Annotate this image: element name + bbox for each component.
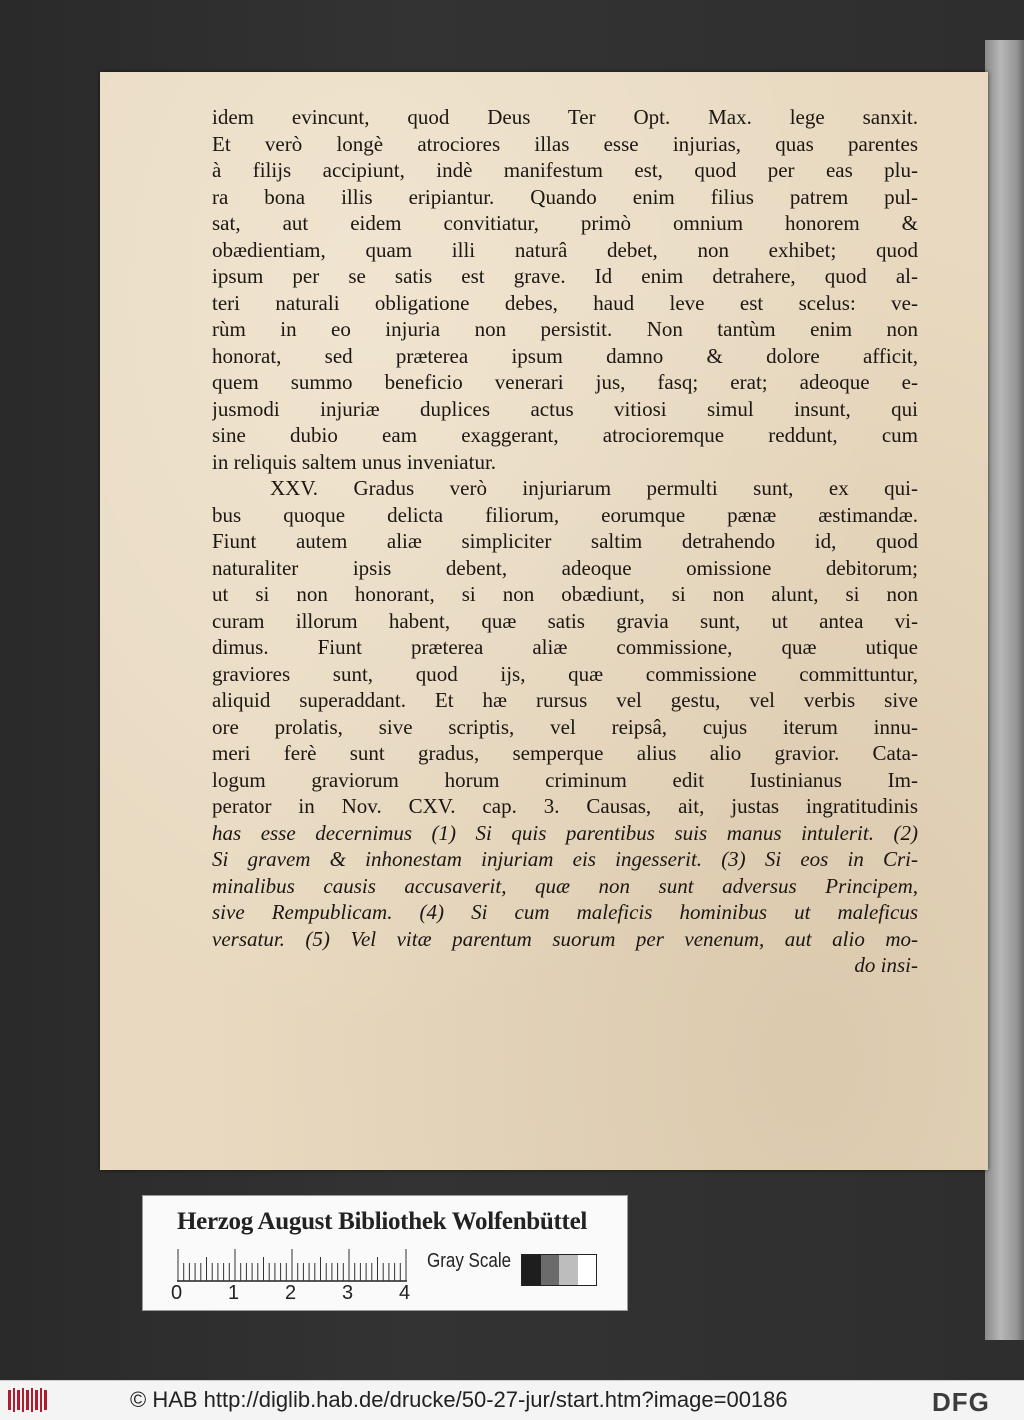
ruler-number: 3 xyxy=(342,1282,354,1304)
text-line: dimus. Fiunt præterea aliæ commissione, quæ utique xyxy=(212,635,918,659)
ruler-number: 2 xyxy=(285,1282,297,1304)
text-line: do insi- xyxy=(854,953,918,977)
library-name: Herzog August Bibliothek Wolfenbüttel xyxy=(177,1208,588,1235)
text-line: ra bona illis eripiantur. Quando enim filius patrem pul- xyxy=(212,184,918,209)
dfg-logo: DFG xyxy=(932,1387,990,1417)
text-line: jusmodi injuriæ duplices actus vitiosi simul insunt, qui xyxy=(212,396,918,421)
ruler-number: 0 xyxy=(171,1282,183,1304)
text-line: ut si non honorant, si non obædiunt, si non alunt, si non xyxy=(212,582,918,606)
text-line: XXV. Gradus verò injuriarum permulti sunt, ex qui- xyxy=(270,476,918,500)
text-line: versatur. (5) Vel vitæ parentum suorum per venenum, aut alio mo- xyxy=(212,926,918,951)
ruler xyxy=(177,1248,407,1282)
gray-swatch xyxy=(541,1255,560,1285)
text-line: Et verò longè atrociores illas esse injurias, quas parentes xyxy=(212,131,918,156)
text-line: sat, aut eidem convitiatur, primò omnium honorem & xyxy=(212,211,918,235)
gray-swatch xyxy=(578,1255,597,1285)
text-line: quem summo beneficio venerari jus, fasq; erat; adeoque e- xyxy=(212,370,918,394)
text-line: graviores sunt, quod ijs, quæ commissione committuntur, xyxy=(212,661,918,686)
text-line: teri naturali obligatione debes, haud leve est scelus: ve- xyxy=(212,290,918,315)
text-line: Fiunt autem aliæ simpliciter saltim detrahendo id, quod xyxy=(212,529,918,553)
text-line: idem evincunt, quod Deus Ter Opt. Max. lege sanxit. xyxy=(212,105,918,129)
gray-swatch xyxy=(559,1255,578,1285)
text-line: sine dubio eam exaggerant, atrocioremque reddunt, cum xyxy=(212,423,918,447)
text-line: minalibus causis accusaverit, quæ non sunt adversus Principem, xyxy=(212,873,918,898)
text-line: meri ferè sunt gradus, semperque alius alio gravior. Cata- xyxy=(212,741,918,765)
text-line: bus quoque delicta filiorum, eorumque pænæ æstimandæ. xyxy=(212,502,918,527)
text-line: has esse decernimus (1) Si quis parentibus suis manus intulerit. (2) xyxy=(212,820,918,845)
text-line: aliquid superaddant. Et hæ rursus vel gestu, vel verbis sive xyxy=(212,688,918,712)
gray-scale-label: Gray Scale xyxy=(427,1250,512,1272)
text-line: curam illorum habent, quæ satis gravia sunt, ut antea vi- xyxy=(212,608,918,633)
gray-scale-swatches xyxy=(521,1254,597,1286)
text-line: Si gravem & inhonestam injuriam eis ingesserit. (3) Si eos in Cri- xyxy=(212,847,918,871)
text-line: logum graviorum horum criminum edit Iustinianus Im- xyxy=(212,767,918,792)
viewer-footer xyxy=(0,1380,1024,1420)
text-line: perator in Nov. CXV. cap. 3. Causas, ait, justas ingratitudinis xyxy=(212,794,918,818)
book-edge xyxy=(985,40,1024,1340)
ruler-number: 4 xyxy=(399,1282,411,1304)
text-line: ipsum per se satis est grave. Id enim detrahere, quod al- xyxy=(212,264,918,288)
text-line: obædientiam, quam illi naturâ debet, non exhibet; quod xyxy=(212,237,918,262)
text-line: in reliquis saltem unus inveniatur. xyxy=(212,449,497,474)
text-line: sive Rempublicam. (4) Si cum maleficis hominibus ut maleficus xyxy=(212,900,918,924)
color-calibration-card xyxy=(142,1195,628,1311)
text-line: naturaliter ipsis debent, adeoque omissione debitorum; xyxy=(212,555,918,580)
ruler-number: 1 xyxy=(228,1282,240,1304)
text-line: ore prolatis, sive scriptis, vel reipsâ, cujus iterum innu- xyxy=(212,714,918,739)
copyright-url[interactable]: © HAB http://diglib.hab.de/drucke/50-27-jur/start.htm?image=00186 xyxy=(130,1387,788,1412)
text-line: rùm in eo injuria non persistit. Non tantùm enim non xyxy=(212,317,918,341)
barcode-icon xyxy=(8,1386,48,1414)
page-text xyxy=(212,104,918,979)
text-line: honorat, sed præterea ipsum damno & dolore afficit, xyxy=(212,343,918,368)
text-line: à filijs accipiunt, indè manifestum est, quod per eas plu- xyxy=(212,158,918,182)
gray-swatch xyxy=(522,1255,541,1285)
